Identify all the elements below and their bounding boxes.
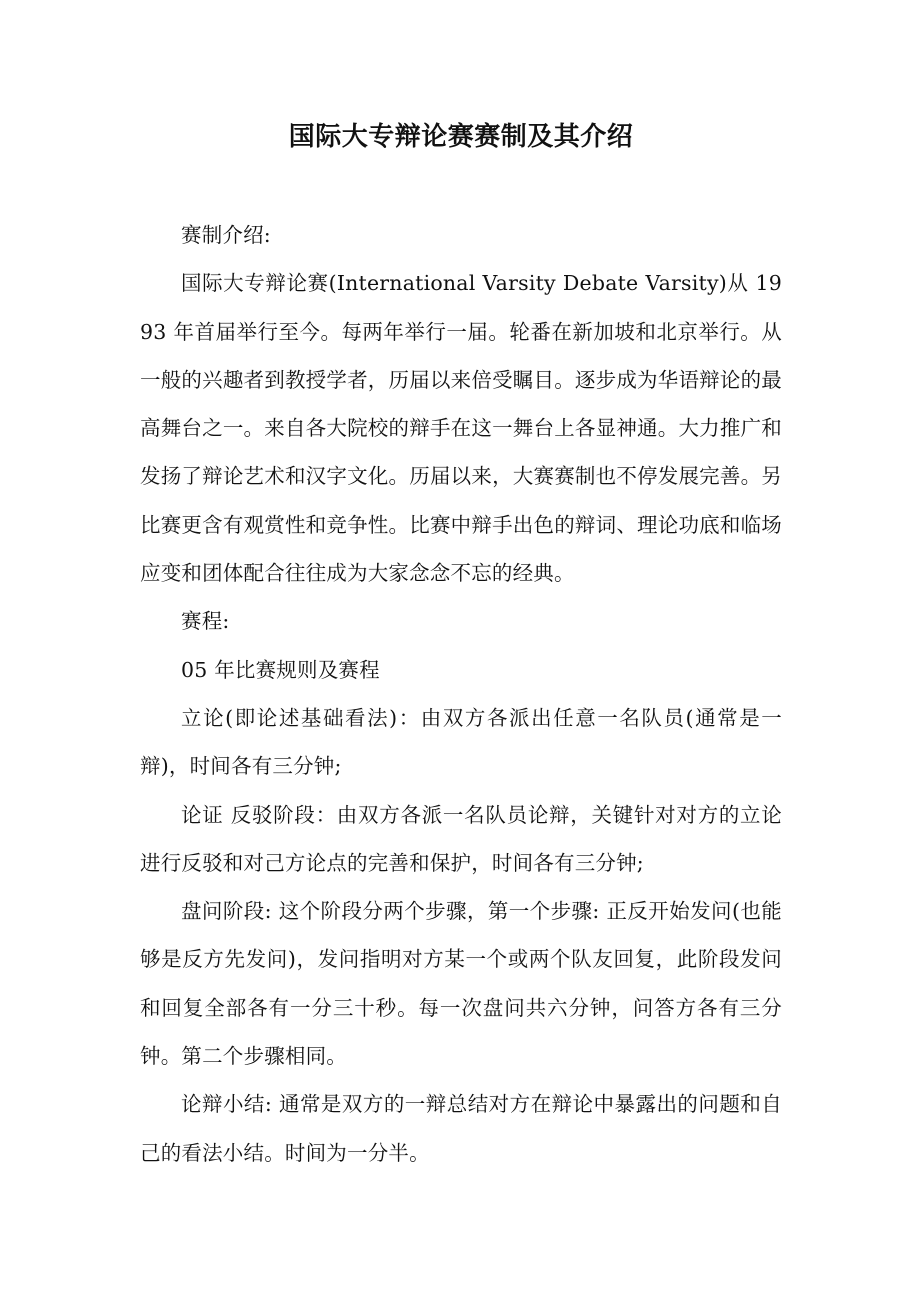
rule-debate-summary: 论辩小结: 通常是双方的一辩总结对方在辩论中暴露出的问题和自己的看法小结。时间为一分半。 <box>140 1092 782 1165</box>
section-heading-intro: 赛制介绍: <box>181 223 271 247</box>
intro-paragraph: 国际大专辩论赛(International Varsity Debate Varsity)从 1993 年首届举行至今。每两年举行一届。轮番在新加坡和北京举行。从一般的兴趣者到教授学者，历届以来倍受瞩目。逐步成为华语辩论的最高舞台之一。来自各大院校的辩手在这一舞台上各显神通。大力推广和发扬了辩论艺术和汉字文化。历届以来，大赛赛制也不停发展完善。另比赛更含有观赏性和竞争性。比赛中辩手出色的辩词、理论功底和临场应变和团体配合往往成为大家念念不忘的经典。 <box>140 271 782 586</box>
section-heading-schedule: 赛程: <box>181 609 230 634</box>
rule-opening-statement: 立论(即论述基础看法)：由双方各派出任意一名队员(通常是一辩)，时间各有三分钟; <box>140 705 782 779</box>
rule-cross-examination: 盘问阶段: 这个阶段分两个步骤，第一个步骤: 正反开始发问(也能够是反方先发问)，发问指明对方某一个或两个队友回复，此阶段发问和回复全部各有一分三十秒。每一次盘问共六分钟，问答方各有三分钟。第二个步骤相同。 <box>140 899 782 1069</box>
rule-rebuttal-stage: 论证 反驳阶段：由双方各派一名队员论辩，关键针对对方的立论进行反驳和对己方论点的完善和保护，时间各有三分钟; <box>140 802 782 875</box>
document-body <box>140 211 782 1177</box>
rules-subheading: 05 年比赛规则及赛程 <box>181 657 380 682</box>
document-title: 国际大专辩论赛赛制及其介绍 <box>288 122 634 152</box>
